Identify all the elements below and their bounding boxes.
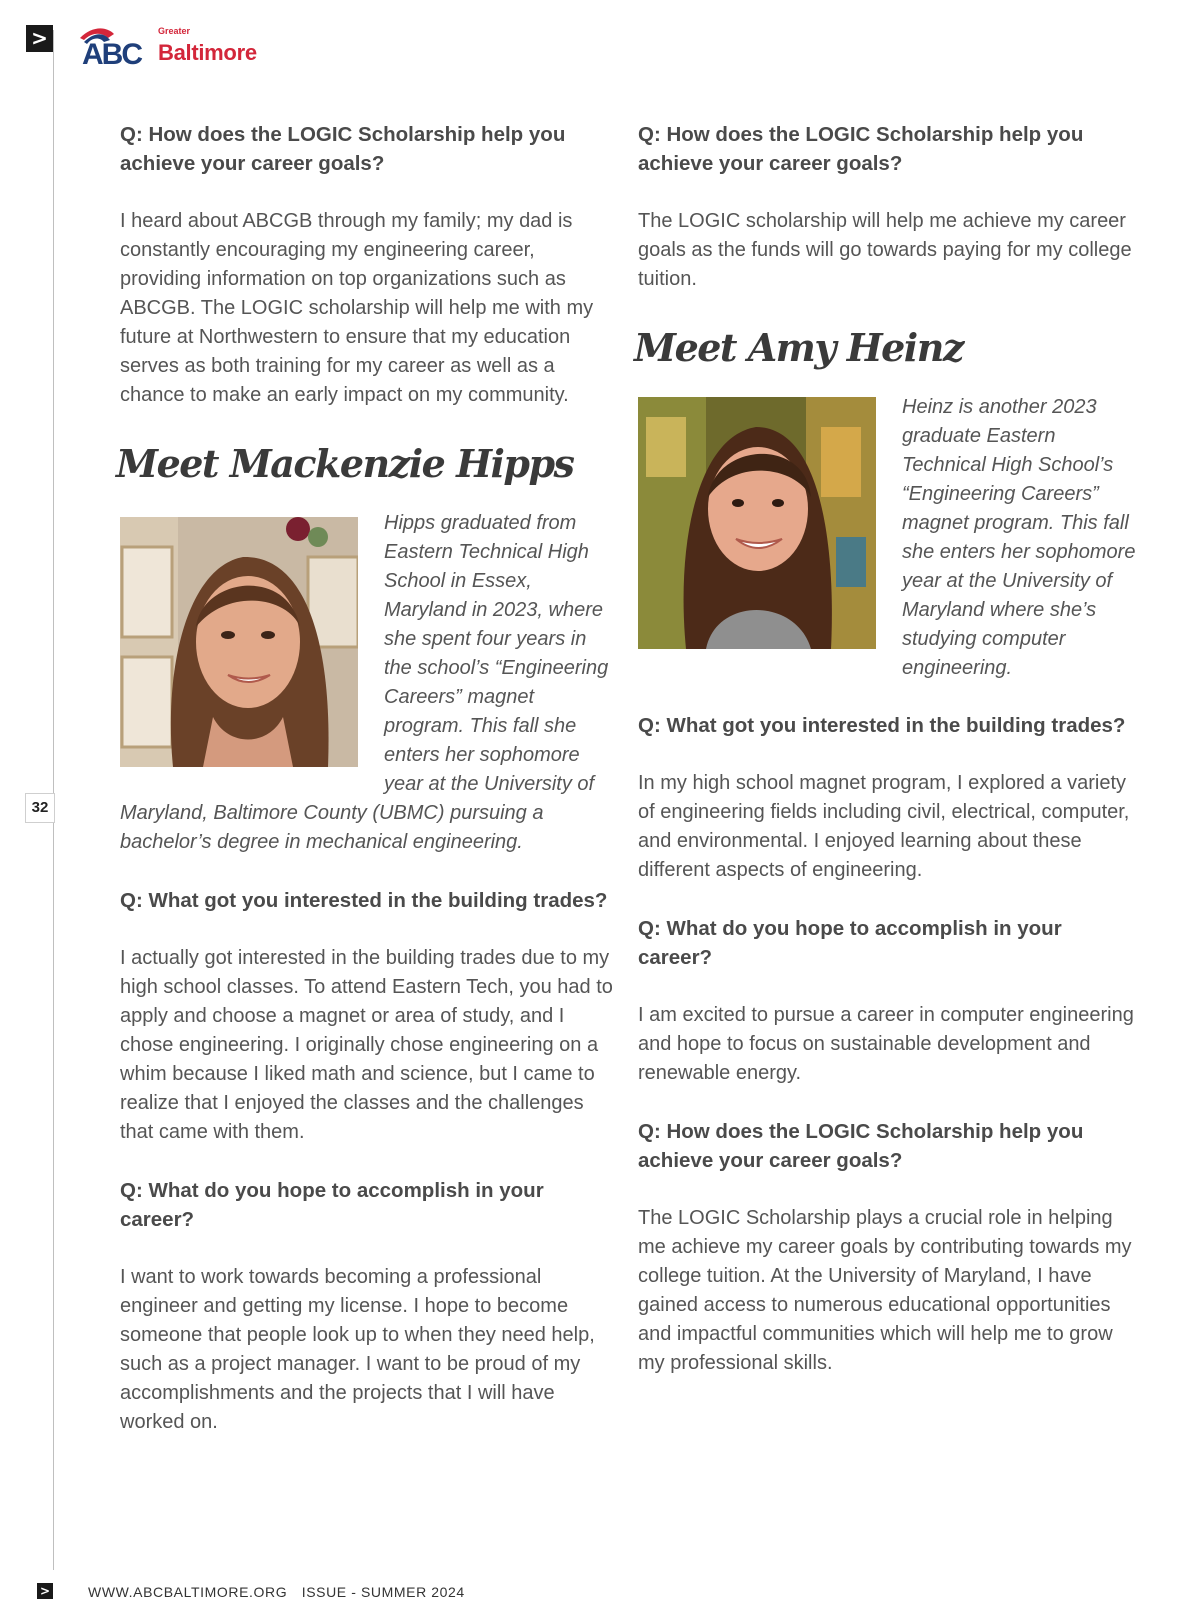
abc-logo-mark — [78, 24, 158, 70]
right-question-3: Q: What do you hope to accomplish in your career? — [638, 917, 1062, 969]
right-column — [634, 120, 1138, 1407]
right-question-4: Q: How does the LOGIC Scholarship help you achieve your career goals? — [638, 1120, 1084, 1172]
logo-greater-text: Greater — [158, 26, 191, 36]
left-answer-2: I actually got interested in the building trades due to my high school classes. To attend Eastern Tech, you had to apply and choose a magnet or area of study, and I chose engineering. I originally chose engineering on a whim because I liked math and science, but I came to realize that I enjoyed the classes and the challenges that came with them. — [120, 947, 613, 1143]
abc-baltimore-logo[interactable] — [78, 24, 268, 70]
amy-heading: Meet Amy Heinz — [634, 325, 963, 370]
amy-bio: Heinz is another 2023 graduate Eastern Technical High School’s “Engineering Careers” magnet program. This fall she enters her sophomore year at the University of Maryland where she’s studying computer engineering. — [902, 396, 1136, 679]
right-question-1: Q: How does the LOGIC Scholarship help you achieve your career goals? — [638, 123, 1084, 175]
portrait-image-icon — [120, 517, 358, 767]
next-page-arrow[interactable]: > — [26, 25, 53, 52]
left-question-3: Q: What do you hope to accomplish in your career? — [120, 1179, 544, 1231]
portrait-image-icon — [638, 397, 876, 649]
left-question-2: Q: What got you interested in the building trades? — [120, 889, 608, 912]
left-answer-3: I want to work towards becoming a professional engineer and getting my license. I hope to become someone that people look up to when they need help, such as a project manager. I want to be proud of my accomplishments and the projects that I will have worked on. — [120, 1266, 595, 1433]
right-answer-1: The LOGIC scholarship will help me achieve my career goals as the funds will go towards paying for my college tuition. — [638, 210, 1132, 290]
left-answer-1: I heard about ABCGB through my family; my dad is constantly encouraging my engineering career, providing information on top organizations such as ABCGB. The LOGIC scholarship will help me with my future at Northwestern to ensure that my education serves as both training for my career as well as a chance to make an early impact on my community. — [120, 210, 594, 406]
mackenzie-photo — [120, 517, 358, 767]
abc-logo-text: ABC — [82, 38, 141, 70]
right-question-2: Q: What got you interested in the building trades? — [638, 714, 1126, 737]
footer-issue: ISSUE - SUMMER 2024 — [301, 1584, 465, 1600]
logo-city-text: Baltimore — [158, 40, 257, 65]
left-column — [116, 120, 615, 1466]
mackenzie-bio-block — [120, 509, 615, 857]
page-footer — [88, 1583, 475, 1601]
page-number: 32 — [25, 793, 55, 823]
amy-photo — [638, 397, 876, 649]
right-answer-2: In my high school magnet program, I explored a variety of engineering fields including civil, electrical, computer, and environmental. I enjoyed learning about these different aspects of engineering. — [638, 772, 1130, 881]
mackenzie-heading: Meet Mackenzie Hipps — [116, 441, 574, 486]
footer-website-link[interactable]: WWW.ABCBALTIMORE.ORG — [88, 1584, 288, 1600]
right-answer-4: The LOGIC Scholarship plays a crucial role in helping me achieve my career goals by contributing towards my college tuition. At the University of Maryland, I have gained access to numerous educational opportunities and impactful communities which will help me to grow my professional skills. — [638, 1207, 1132, 1374]
mackenzie-bio: Hipps graduated from Eastern Technical High School in Essex, Maryland in 2023, where she spent four years in the school’s “Engineering Careers” magnet program. This fall she enters her sophomore year at the University of Maryland, Baltimore County (UBMC) pursuing a bachelor’s degree in mechanical engineering. — [120, 512, 609, 853]
next-page-arrow-bottom[interactable]: > — [37, 1583, 53, 1599]
amy-bio-block — [638, 393, 1138, 683]
right-answer-3: I am excited to pursue a career in computer engineering and hope to focus on sustainable development and renewable energy. — [638, 1004, 1134, 1084]
left-question-1: Q: How does the LOGIC Scholarship help you achieve your career goals? — [120, 123, 566, 175]
